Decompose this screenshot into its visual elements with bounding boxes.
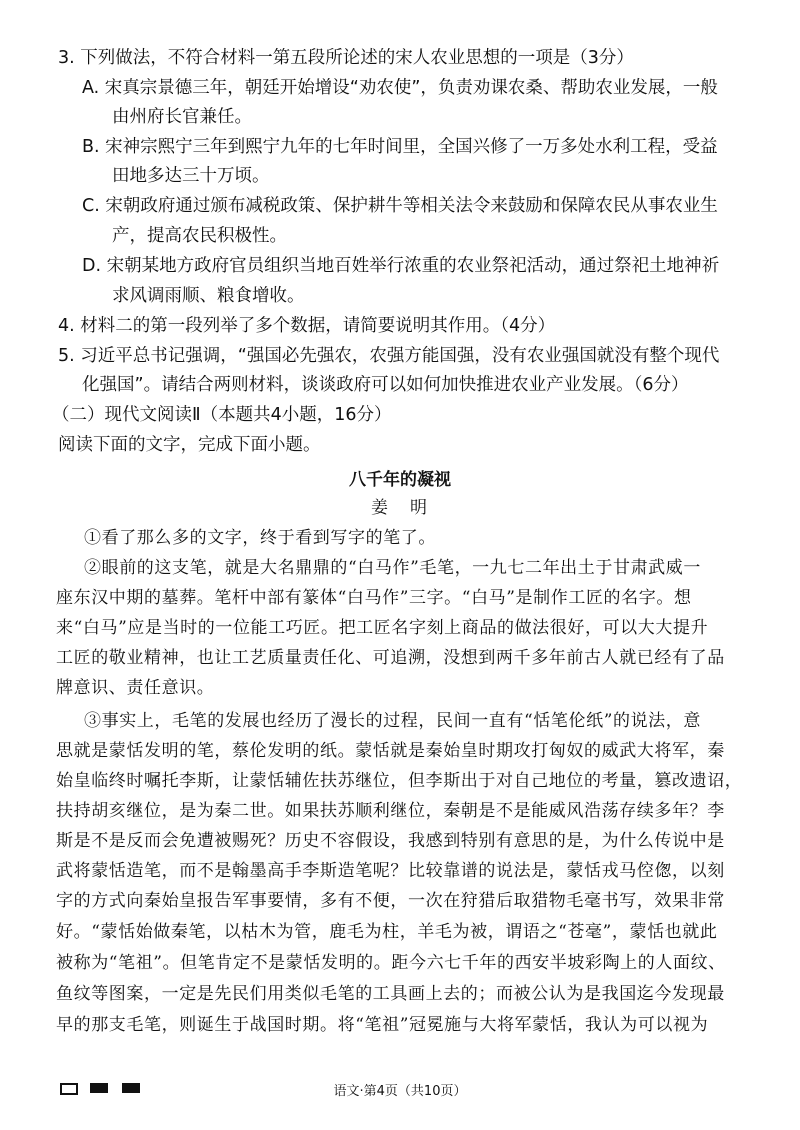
question-3-option-b-line2: 田地多达三十万顷。 xyxy=(112,166,270,186)
essay-line: 座东汉中期的墓葬。笔杆中部有篆体“白马作”三字。“白马”是制作工匠的名字。想 xyxy=(56,588,692,608)
question-3-option-c-line1: C. 宋朝政府通过颁布减税政策、保护耕牛等相关法令来鼓励和保障农民从事农业生 xyxy=(82,196,718,216)
question-5-line2: 化强国”。请结合两则材料，谈谈政府可以如何加快推进农业产业发展。（6分） xyxy=(82,375,689,395)
essay-author: 姜明 xyxy=(371,498,449,518)
essay-line: 武将蒙恬造笔，而不是翰墨高手李斯造笔呢？比较靠谱的说法是，蒙恬戎马倥偬，以刻 xyxy=(56,861,725,881)
essay-line: 斯是不是反而会免遭被赐死？历史不容假设，我感到特别有意思的是，为什么传说中是 xyxy=(56,831,725,851)
essay-line: 早的那支毛笔，则诞生于战国时期。将“笔祖”冠冕施与大将军蒙恬，我认为可以视为 xyxy=(56,1015,709,1035)
essay-line: 字的方式向秦始皇报告军事要情，多有不便，一次在狩猎后取猎物毛毫书写，效果非常 xyxy=(56,891,725,911)
question-3-option-d-line1: D. 宋朝某地方政府官员组织当地百姓举行浓重的农业祭祀活动，通过祭祀土地神祈 xyxy=(82,256,720,276)
essay-line: 鱼纹等图案，一定是先民们用类似毛笔的工具画上去的；而被公认为是我国迄今发现最 xyxy=(56,984,725,1004)
essay-line: 被称为“笔祖”。但笔肯定不是蒙恬发明的。距今六七千年的西安半坡彩陶上的人面纹、 xyxy=(56,953,726,973)
essay-line: 扶持胡亥继位，是为秦二世。如果扶苏顺利继位，秦朝是不是能威风浩荡存续多年？李 xyxy=(56,801,725,821)
essay-line: 工匠的敬业精神，也让工艺质量责任化、可追溯，没想到两千多年前古人就已经有了品 xyxy=(56,648,725,668)
page-number: 语文·第4页（共10页） xyxy=(333,1084,467,1099)
essay-line: 牌意识、责任意识。 xyxy=(56,678,215,698)
question-3-option-a-line1: A. 宋真宗景德三年，朝廷开始增设“劝农使”，负责劝课农桑、帮助农业发展，一般 xyxy=(82,78,718,98)
question-4: 4. 材料二的第一段列举了多个数据，请简要说明其作用。（4分） xyxy=(58,316,556,336)
essay-line: 思就是蒙恬发明的笔，蔡伦发明的纸。蒙恬就是秦始皇时期攻打匈奴的威武大将军，秦 xyxy=(56,741,725,761)
essay-line: 来“白马”应是当时的一位能工巧匠。把工匠名字刻上商品的做法很好，可以大大提升 xyxy=(56,618,709,638)
question-5-line1: 5. 习近平总书记强调，“强国必先强农，农强方能国强，没有农业强国就没有整个现代 xyxy=(58,346,720,366)
essay-title: 八千年的凝视 xyxy=(349,470,451,490)
question-3-option-a-line2: 由州府长官兼任。 xyxy=(112,107,252,127)
essay-line: ②眼前的这支笔，就是大名鼎鼎的“白马作”毛笔，一九七二年出土于甘肃武威一 xyxy=(84,558,701,578)
essay-line: 始皇临终时嘱托李斯，让蒙恬辅佐扶苏继位，但李斯出于对自己地位的考量，篡改遗诏， xyxy=(56,771,743,791)
essay-line: ③事实上，毛笔的发展也经历了漫长的过程，民间一直有“恬笔伦纸”的说法，意 xyxy=(84,711,701,731)
question-3-stem: 3. 下列做法，不符合材料一第五段所论述的宋人农业思想的一项是（3分） xyxy=(58,48,634,68)
section-heading: （二）现代文阅读Ⅱ（本题共4小题，16分） xyxy=(52,405,392,425)
section-instruction: 阅读下面的文字，完成下面小题。 xyxy=(58,435,321,455)
essay-line: ①看了那么多的文字，终于看到写字的笔了。 xyxy=(84,528,436,548)
essay-line: 好。“蒙恬始做秦笔，以枯木为管，鹿毛为柱，羊毛为被，谓语之“苍毫”，蒙恬也就此 xyxy=(56,922,718,942)
question-3-option-c-line2: 产，提高农民积极性。 xyxy=(112,226,287,246)
question-3-option-d-line2: 求风调雨顺、粮食增收。 xyxy=(112,286,305,306)
question-3-option-b-line1: B. 宋神宗熙宁三年到熙宁九年的七年时间里，全国兴修了一万多处水利工程，受益 xyxy=(82,137,718,157)
